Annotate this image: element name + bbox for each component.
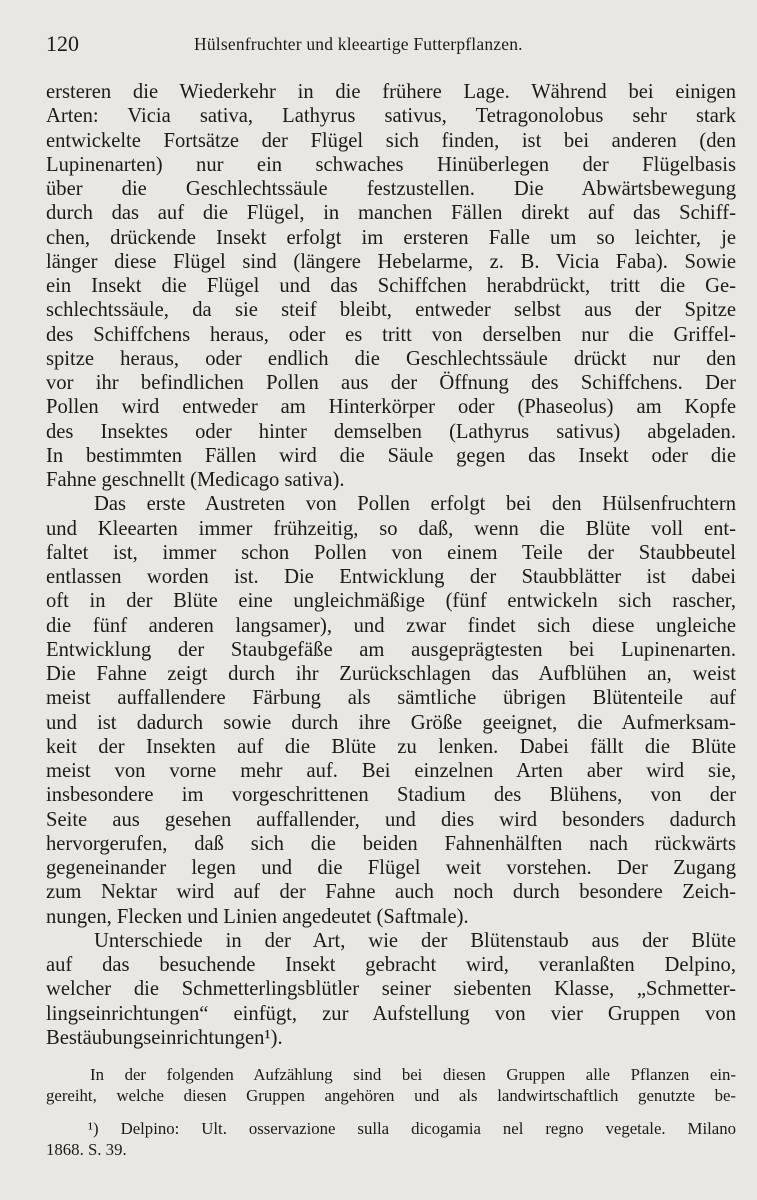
text-line: ersteren die Wiederkehr in die frühere Lage. Während bei einigen	[46, 81, 736, 103]
text-line: die fünf anderen langsamer), und zwar findet sich diese ungleiche	[46, 614, 736, 637]
text-line: chen, drückende Insekt erfolgt im ersteren Falle um so leichter, je	[46, 226, 736, 249]
footnote	[46, 1118, 736, 1160]
text-line: meist auffallendere Färbung als sämtliche übrigen Blütenteile auf	[46, 687, 736, 710]
small-print-note	[46, 1064, 736, 1106]
text-line: Pollen wird entweder am Hinterkörper oder (Phaseolus) am Kopfe	[46, 396, 736, 419]
page-number: 120	[46, 31, 79, 56]
text-line: auf das besuchende Insekt gebracht wird, veranlaßten Delpino,	[46, 954, 736, 976]
note-line: gereiht, welche diesen Gruppen angehören und als landwirtschaftlich genutzte be-	[46, 1086, 736, 1105]
text-line: Die Fahne zeigt durch ihr Zurückschlagen das Aufblühen an, weist	[46, 663, 736, 685]
body-text	[46, 80, 736, 1050]
note-line: In der folgenden Aufzählung sind bei diesen Gruppen alle Pflanzen ein-	[90, 1065, 736, 1084]
text-line	[46, 1026, 736, 1050]
text-line: Seite aus gesehen auffallender, und dies wird besonders dadurch	[46, 808, 736, 831]
text-line: entwickelte Fortsätze der Flügel sich finden, ist bei anderen (den	[46, 129, 736, 152]
text-line: und ist dadurch sowie durch ihre Größe geeignet, die Aufmerksam-	[46, 711, 736, 734]
text-line: welcher die Schmetterlingsblütler seiner siebenten Klasse, „Schmetter-	[46, 978, 736, 1001]
running-title: Hülsenfruchter und kleeartige Futterpflanzen.	[194, 34, 523, 54]
text-line: vor ihr befindlichen Pollen aus der Öffnung des Schiffchens. Der	[46, 372, 736, 394]
text-line-content: Bestäubungseinrichtungen	[46, 1026, 265, 1049]
text-line: durch das auf die Flügel, in manchen Fällen direkt auf das Schiff-	[46, 202, 736, 225]
footnote-reference: ¹).	[264, 1026, 283, 1049]
page-header	[46, 31, 706, 59]
text-line: spitze heraus, oder endlich die Geschlechtssäule drückt nur den	[46, 347, 736, 370]
text-line: länger diese Flügel sind (längere Hebelarme, z. B. Vicia Faba). Sowie	[46, 250, 736, 273]
text-line: zum Nektar wird auf der Fahne auch noch durch besondere Zeich-	[46, 881, 736, 904]
text-line: des Schiffchens heraus, oder es tritt von derselben nur die Griffel-	[46, 323, 736, 346]
text-line: nungen, Flecken und Linien angedeutet (Saftmale).	[46, 905, 469, 928]
footnote-marker: ¹)	[88, 1119, 99, 1138]
text-line: faltet ist, immer schon Pollen von einem Teile der Staubbeutel	[46, 541, 736, 564]
paragraph-start: Unterschiede in der Art, wie der Blütenstaub aus der Blüte	[94, 929, 736, 952]
footnote-text: Delpino: Ult. osservazione sulla dicogamia nel regno vegetale. Milano	[120, 1119, 737, 1138]
text-line: oft in der Blüte eine ungleichmäßige (fünf entwickeln sich rascher,	[46, 590, 736, 613]
footnote-line: 1868. S. 39.	[46, 1140, 127, 1159]
text-line: gegeneinander legen und die Flügel weit vorstehen. Der Zugang	[46, 857, 736, 879]
text-line: Fahne geschnellt (Medicago sativa).	[46, 469, 345, 491]
text-line: hervorgerufen, daß sich die beiden Fahnenhälften nach rückwärts	[46, 832, 736, 855]
text-line: und Kleearten immer frühzeitig, so daß, wenn die Blüte voll ent-	[46, 517, 736, 540]
footnote-line	[46, 1118, 736, 1139]
text-line: meist von vorne mehr auf. Bei einzelnen Arten aber wird sie,	[46, 760, 736, 782]
text-line: insbesondere im vorgeschrittenen Stadium des Blühens, von der	[46, 784, 736, 807]
text-line: keit der Insekten auf die Blüte zu lenken. Dabei fällt die Blüte	[46, 735, 736, 758]
text-line: schlechtssäule, da sie steif bleibt, entweder selbst aus der Spitze	[46, 299, 736, 322]
text-line: Arten: Vicia sativa, Lathyrus sativus, Tetragonolobus sehr stark	[46, 105, 736, 128]
text-line: lingseinrichtungen“ einfügt, zur Aufstellung von vier Gruppen von	[46, 1002, 736, 1025]
text-line: Entwicklung der Staubgefäße am ausgeprägtesten bei Lupinenarten.	[46, 638, 736, 661]
text-line: ein Insekt die Flügel und das Schiffchen herabdrückt, tritt die Ge-	[46, 275, 736, 297]
text-line: entlassen worden ist. Die Entwicklung der Staubblätter ist dabei	[46, 566, 736, 588]
text-line: Lupinenarten) nur ein schwaches Hinüberlegen der Flügelbasis	[46, 153, 736, 176]
paragraph-start: Das erste Austreten von Pollen erfolgt bei den Hülsenfruchtern	[94, 493, 736, 516]
text-line: In bestimmten Fällen wird die Säule gegen das Insekt oder die	[46, 444, 736, 467]
text-line: des Insektes oder hinter demselben (Lathyrus sativus) abgeladen.	[46, 420, 736, 443]
text-line: über die Geschlechtssäule festzustellen. Die Abwärtsbewegung	[46, 178, 736, 200]
